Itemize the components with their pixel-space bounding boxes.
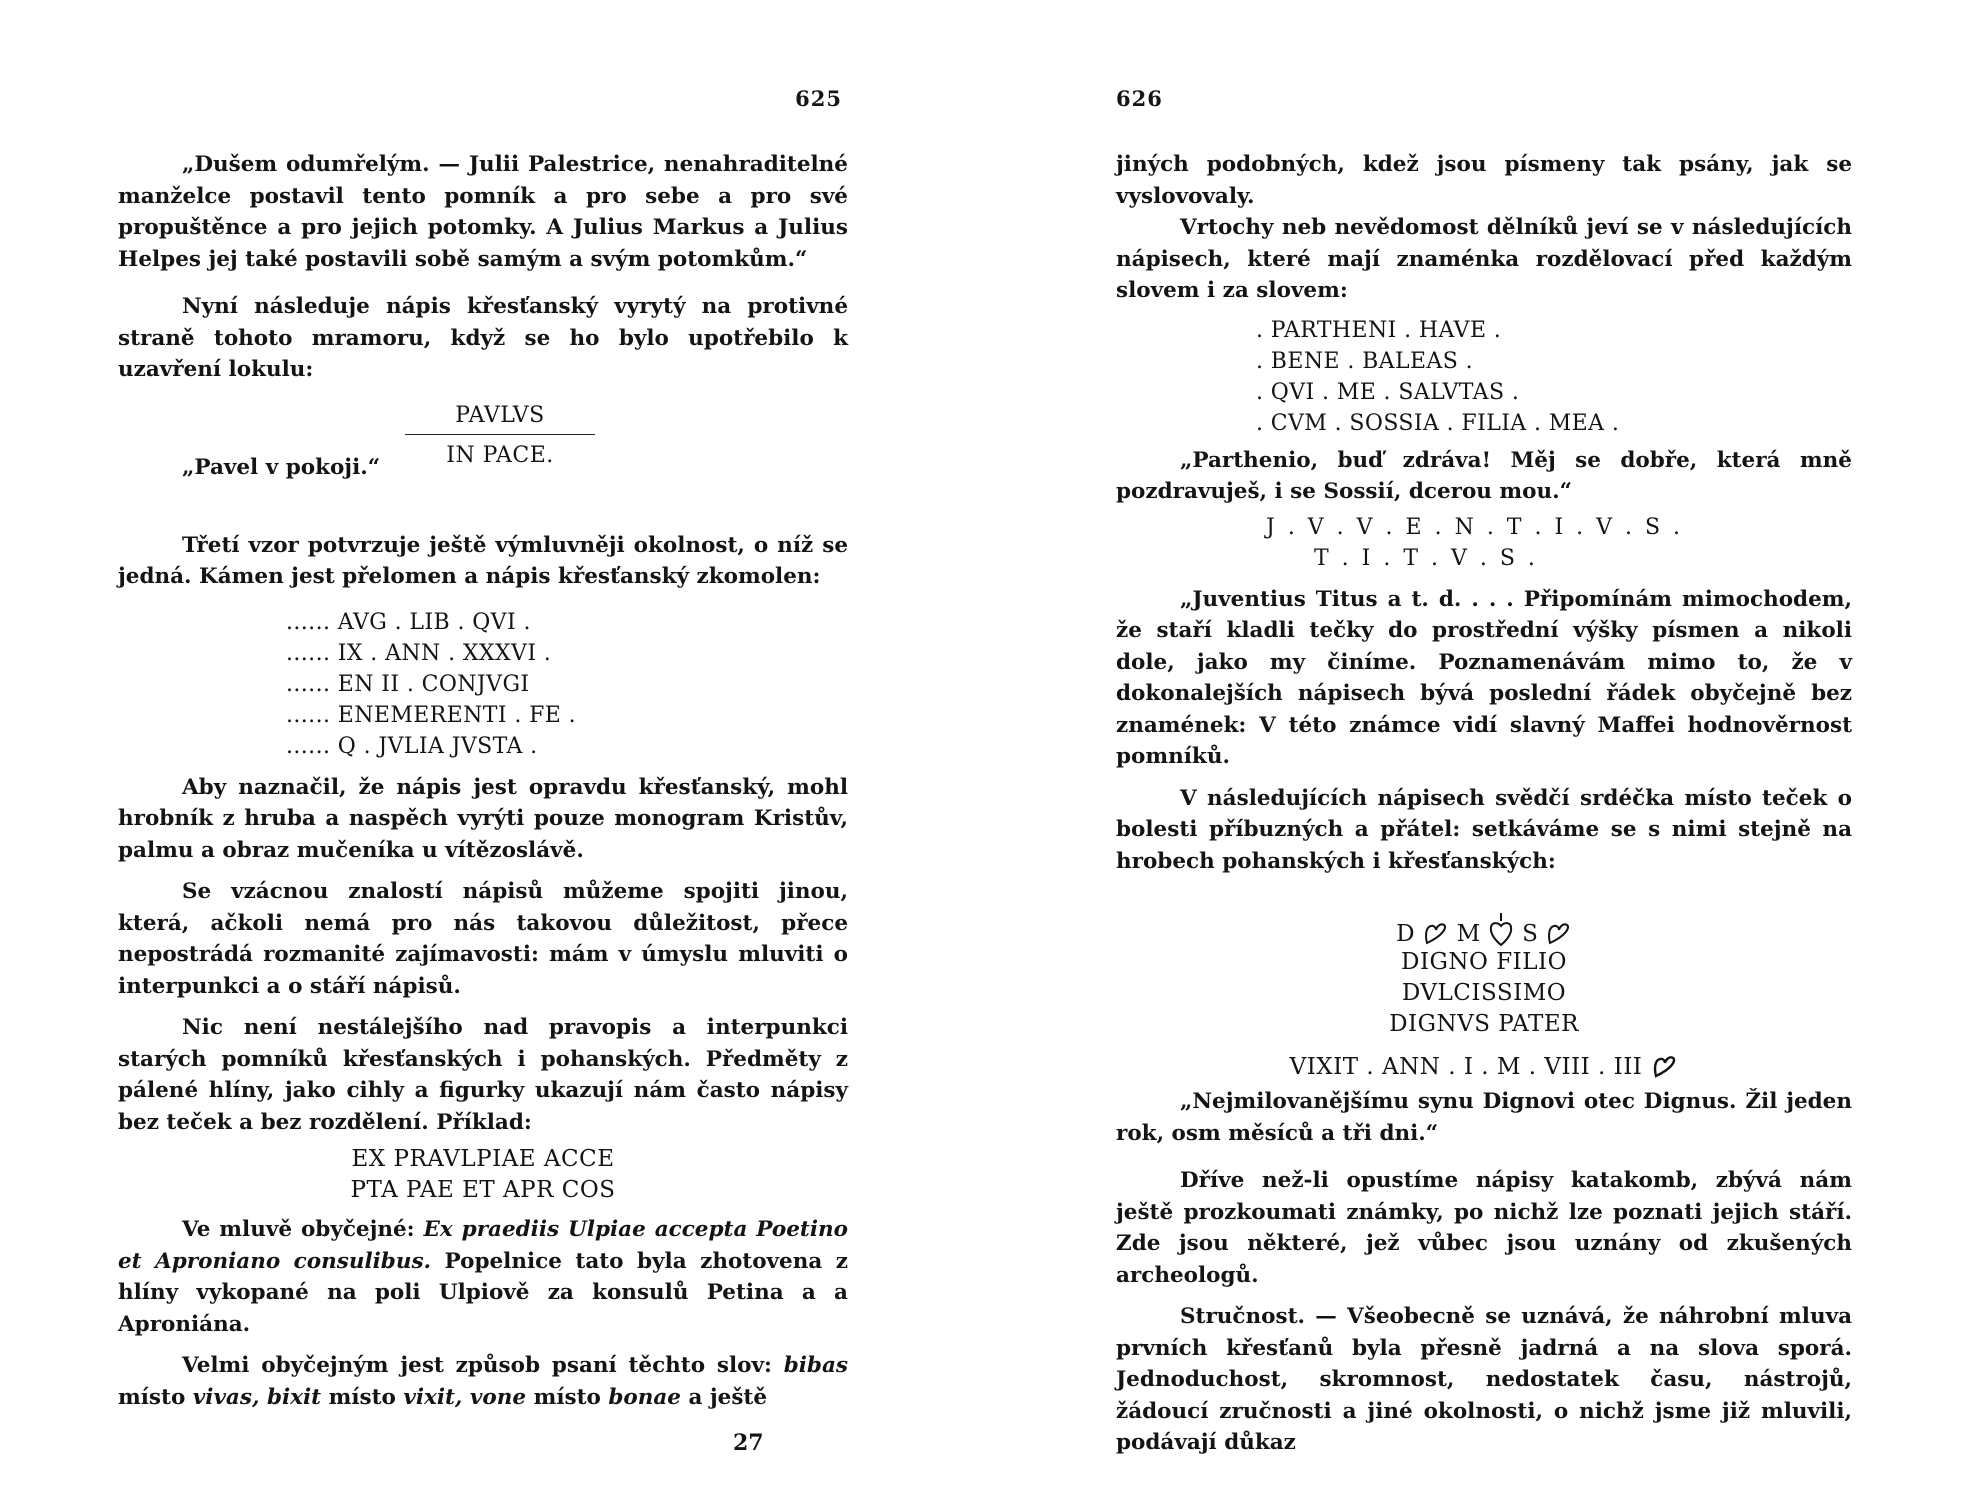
parthenius-inscription bbox=[1256, 315, 1852, 439]
paragraph: Třetí vzor potvrzuje ještě výmluvněji okolnost, o níž se jedná. Kámen jest přelomen a nápis křesťanský zkomolen: bbox=[118, 532, 848, 589]
inscription-line: ...... ENEMERENTI . FE . bbox=[286, 702, 577, 728]
page-number-left: 625 bbox=[795, 86, 842, 111]
paragraph: Vrtochy neb nevědomost dělníků jeví se v následujících nápisech, které mají znaménka rozdělovací před každým slovem i za slovem: bbox=[1116, 215, 1852, 303]
left-page-body bbox=[118, 149, 848, 1413]
right-page-body bbox=[1116, 149, 1852, 1459]
pavlus-inscription bbox=[118, 400, 848, 520]
divider bbox=[405, 434, 595, 435]
inscription-line: ...... IX . ANN . XXXVI . bbox=[286, 640, 552, 666]
inscription-line: T . I . T . V . S . bbox=[1314, 545, 1538, 571]
paragraph: jiných podobných, kdež jsou písmeny tak psány, jak se vyslovovaly. bbox=[1116, 152, 1852, 209]
signature-mark: 27 bbox=[733, 1430, 764, 1456]
brick-inscription bbox=[118, 1144, 848, 1206]
heart-icon bbox=[1546, 921, 1572, 947]
inscription-line: IN PACE. bbox=[446, 442, 554, 468]
page-number-right: 626 bbox=[1116, 86, 1163, 111]
fragment-inscription bbox=[286, 607, 848, 762]
inscription-line: DVLCISSIMO bbox=[1401, 980, 1567, 1006]
right-page bbox=[1116, 0, 1852, 1501]
paragraph: Nyní následuje nápis křesťanský vyrytý na protivné straně tohoto mramoru, když se ho bylo upotřebilo k uzavření lokulu: bbox=[118, 294, 848, 382]
translation: „Pavel v pokoji.“ bbox=[182, 454, 381, 480]
paragraph: Dříve než-li opustíme nápisy katakomb, zbývá nám ještě prozkoumati známky, po nichž lze poznati jejich stáří. Zde jsou některé, jež vůbec jsou uznány od zkušených archeologů. bbox=[1116, 1168, 1852, 1288]
dm-row bbox=[1116, 905, 1852, 947]
inscription-line: ...... AVG . LIB . QVI . bbox=[286, 609, 531, 635]
paragraph: Velmi obyčejným jest způsob psaní těchto slov: bibas místo vivas, bixit místo vixit, vone místo bonae a ještě bbox=[118, 1353, 848, 1410]
inscription-line: PTA PAE ET APR COS bbox=[350, 1177, 616, 1203]
inscription-letter: M bbox=[1456, 921, 1481, 947]
inscription-line: . PARTHENI . HAVE . bbox=[1256, 317, 1502, 343]
paragraph: Ve mluvě obyčejné: Ex praediis Ulpiae accepta Poetino et Aproniano consulibus. Popelnice tato byla zhotovena z hlíny vykopané na poli Ulpiově za konsulů Petina a a Aproniána. bbox=[118, 1217, 848, 1337]
inscription-letter: D bbox=[1396, 921, 1415, 947]
heart-inscription bbox=[1116, 905, 1852, 1080]
juventius-inscription bbox=[1116, 512, 1852, 574]
heart-icon bbox=[1488, 913, 1514, 947]
inscription-line: . QVI . ME . SALVTAS . bbox=[1256, 379, 1520, 405]
heart-icon bbox=[1652, 1054, 1678, 1080]
inscription-line: PAVLVS bbox=[455, 402, 545, 428]
paragraph: „Nejmilovanějšímu synu Dignovi otec Dignus. Žil jeden rok, osm měsíců a tři dni.“ bbox=[1116, 1089, 1852, 1146]
inscription-letter: S bbox=[1522, 921, 1538, 947]
paragraph: Nic není nestálejšího nad pravopis a interpunkci starých pomníků křesťanských i pohanských. Předměty z pálené hlíny, jako cihly a figurky ukazují nám často nápisy bez teček a bez rozdělení. Příklad: bbox=[118, 1015, 848, 1135]
inscription-line: . BENE . BALEAS . bbox=[1256, 348, 1473, 374]
vixit-row bbox=[1116, 1054, 1852, 1080]
inscription-line: DIGNVS PATER bbox=[1389, 1011, 1579, 1037]
paragraph: „Parthenio, buď zdráva! Měj se dobře, která mně pozdravuješ, i se Sossií, dcerou mou.“ bbox=[1116, 447, 1852, 504]
inscription-line: J . V . V . E . N . T . I . V . S . bbox=[1266, 514, 1684, 540]
inscription-line: ...... Q . JVLIA JVSTA . bbox=[286, 733, 538, 759]
heart-icon bbox=[1423, 921, 1449, 947]
paragraph: V následujících nápisech svědčí srdéčka místo teček o bolesti příbuzných a přátel: setkáváme se s nimi stejně na hrobech pohanských i křesťanských: bbox=[1116, 785, 1852, 874]
left-page bbox=[118, 0, 848, 1501]
inscription-line: VIXIT . ANN . I . M . VIII . III bbox=[1289, 1054, 1643, 1080]
paragraph: Se vzácnou znalostí nápisů můžeme spojiti jinou, která, ačkoli nemá pro nás takovou důležitost, přece nepostrádá rozmanité zajímavosti: mám v úmyslu mluviti o interpunkci a o stáří nápisů. bbox=[118, 879, 848, 999]
inscription-line: DIGNO FILIO bbox=[1401, 949, 1567, 975]
inscription-line: ...... EN II . CONJVGI bbox=[286, 671, 530, 697]
paragraph: Aby naznačil, že nápis jest opravdu křesťanský, mohl hrobník z hruba a naspěch vyrýti pouze monogram Kristův, palmu a obraz mučeníka u vítězoslávě. bbox=[118, 774, 848, 863]
inscription-line: EX PRAVLPIAE ACCE bbox=[351, 1146, 615, 1172]
inscription-line: . CVM . SOSSIA . FILIA . MEA . bbox=[1256, 410, 1620, 436]
paragraph: „Dušem odumřelým. — Julii Palestrice, nenahraditelné manželce postavil tento pomník a pro sebe a pro své propuštěnce a pro jejich potomky. A Julius Markus a Julius Helpes jej také postavili sobě samým a svým potomkům.“ bbox=[118, 152, 848, 272]
paragraph: „Juventius Titus a t. d. . . . Připomínám mimochodem, že staří kladli tečky do prostřední výšky písmen a nikoli dole, jako my činíme. Poznamenávám mimo to, že v dokonalejších nápisech bývá poslední řádek obyčejně bez znamének: V této známce vidí slavný Maffei hodnověrnost pomníků. bbox=[1116, 586, 1852, 769]
paragraph: Stručnost. — Všeobecně se uznává, že náhrobní mluva prvních křesťanů byla přesně jadrná a na slova sporá. Jednoduchost, skromnost, nedostatek času, nástrojů, žádoucí zručnosti a jiné okolnosti, o nichž jsme již mluvili, podávají důkaz bbox=[1116, 1304, 1852, 1455]
